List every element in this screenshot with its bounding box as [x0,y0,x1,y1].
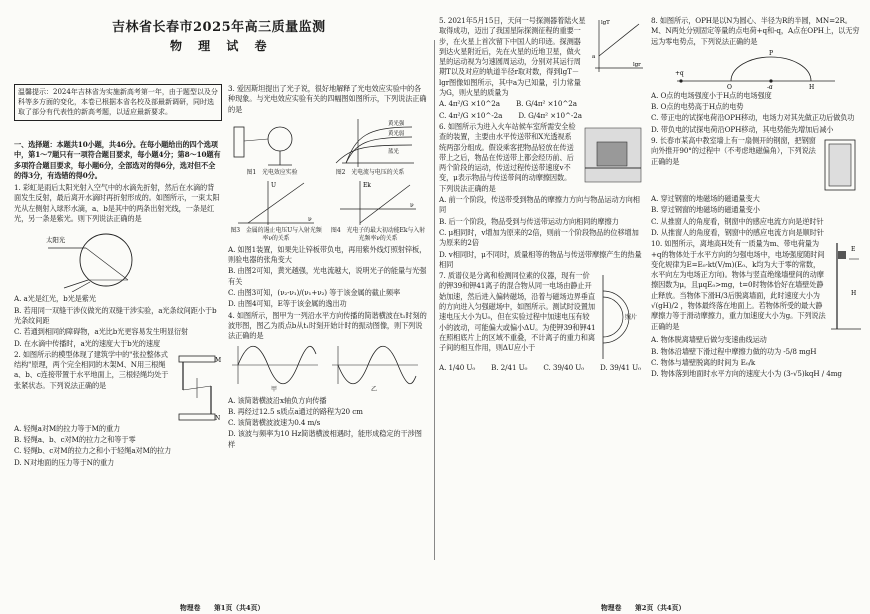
q2-option-b: B. 轻绳a、b、c对M的拉力之和等于零 [14,435,136,445]
q9-option-b: B. 穿过钢窗的地磁场的磁通量变小 [651,205,760,215]
q10-option-c: C. 物体与墙壁脱离的时间为 E₀/k [651,357,756,367]
q1-figure [44,226,221,292]
q6-option-b: B. 后一个阶段，物品受到与传送带运动方向相同的摩擦力 [439,216,619,226]
q5-axis-y: lgT [601,20,610,26]
q5-option-b: B. G/4π² ×10^2a [515,99,577,109]
q8-option-c: C. 带正电的试探电荷沿OPH移动，电场力对其先做正功后做负功 [651,113,855,123]
q1-sunlight-label: 太阳光 [46,236,66,245]
q7-figure [599,271,645,363]
q1-option-c: C. 若通到相同的障碍物，a光比b光更容易发生明显衍射 [14,327,189,337]
q7-fig-label: 照片 [625,314,637,322]
q4-stem: 4. 如图所示，图甲为一列沿水平方向传播的简谐横波在t₁时刻的波形图，图乙为质点b从t₁时刻开始计时的振动图像，则下列说法正确的是 [228,310,427,341]
q1-stem: 1. 彩虹是雨后太阳光射入空气中的水滴先折射，然后在水滴的背面发生反射，最后离开水滴时再折射形成的。如图所示，一束太阳光从左侧射入球形水滴，a、b是其中的两条出射光线，一条是红光，另一条是紫光。则下列说法正确的是 [14,183,220,224]
q5-stem: 5. 2021年5月15日，天问一号探测器着陆火星取得成功，迈出了我国星际探测征程的重要一步，在火星上首次留下中国人的印迹。探测器到达火星附近后，先在火星的近地卫星，做火星的运动视为匀速圆周运动，分别对其运行周期T以及对应的轨道半径r取对数，得到lgT－lgr图像如图所示，其中a为已知量，引力常量为G，则火星的质量为 [439,16,586,98]
q5-figure [589,16,645,99]
exam-subtitle: 物 理 试 卷 [170,39,273,53]
q3-option-d: D. 由图4可知，E等于该金属的逸出功 [228,299,347,309]
q4-figures [228,344,428,394]
q3-figures-top [228,117,428,177]
q8-label-p: P [769,49,773,57]
q9-option-a: A. 穿过钢窗的地磁场的磁通量变大 [651,194,760,204]
q8-label-plus: +q [675,69,684,77]
q10-option-a: A. 物体脱离墙壁后做匀变速曲线运动 [651,335,767,345]
q3-caption-2: 图2 光电流与电压的关系 [335,168,405,176]
q3-curve-label-3: 蓝光 [388,148,399,155]
q6-figure [581,122,645,195]
column-2 [228,84,428,451]
q5-option-c: C. 4π²/G ×10^-2a [439,110,503,120]
q3-curve-label-1: 黄光强 [388,120,405,127]
notice-box: 温馨提示：2024年吉林省为实施新高考第一年，由于题型以及分科等多方面的变化，本卷已根据本省名校及部最新调研，同时选取了部分有代表性的新高考题，以适应最新要求。 [14,84,222,121]
q2-option-a: A. 轻绳a对M的拉力等于M的重力 [14,423,121,433]
q8-option-a: A. O点的电场强度小于H点的电场强度 [651,90,772,100]
q2-label-m: M [215,356,221,364]
q3-curve-label-2: 黄光弱 [388,130,405,137]
q7-stem: 7. 质谱仪是分离和检测同位素的仪器，现有一价的钾39和钾41离子的混合物从同一电场由静止开始加速，然后进入偏转磁场，沿着与磁场边界垂直的方向进入匀强磁场中，如图所示。测试时设置加速电压大小为U₀，但在实验过程中加速电压有较小的波动，可能偏大或偏小ΔU。为使钾39和钾41在照相底片上的区域不重叠，不计离子的重力和离子间的相互作用，则ΔU应小于 [439,271,596,353]
q8-label-h: H [809,83,815,89]
q9-stem: 9. 长春市某高中教室墙上有一扇侧开的钢窗，把钢窗向外推开90°的过程中（不考虑地磁偏角），下列说法正确的是 [651,136,816,166]
q1-option-d: D. 在水滴中传播时，a光的速度大于b光的速度 [14,338,161,348]
exam-title: 吉林省长春市2025年高三质量监测 [112,20,326,35]
column-3 [439,16,645,374]
q4-caption-a: 甲 [271,385,277,393]
q4-option-a: A. 该简谐横波沿x轴负方向传播 [228,395,327,405]
q3-axis-v: ν [308,215,312,223]
q4-figure-b [328,344,420,394]
q4-caption-b: 乙 [371,385,377,393]
q8-option-b: B. O点的电势高于H点的电势 [651,102,744,112]
q9-option-d: D. 从推窗人的角度看，钢窗中的感应电流方向是顺时针 [651,227,824,237]
q3-caption-1: 图1 光电效应实验 [246,168,298,176]
q6-stem: 6. 如图所示为进入火车站候车室所需安全检查的装置，主要由水平传送带和X光透视系统两部分组成。假设乘客把物品轻放在传送带上之后，物品在传送带上都会经历前、后两个阶段的运动，传送过程传送带速度v不变，μ表示物品与传送带间的动摩擦因数。下列说法正确的是 [439,121,576,193]
q4-figure-a [228,344,320,394]
q2-stem: 2. 如图所示的模型体现了建筑学中的"张拉整体式结构"原理，两个完全相同的木架M、N用三根绳a、b、c连接带置于水平地面上，三根轻绳均处于张紧状态。下列说法正确的是 [14,349,169,390]
q1-option-a: A. a光是红光，b光是紫光 [14,294,96,304]
q10-label-e: E [851,246,856,254]
q7-option-a: A. 1/40 U₀ [439,363,476,373]
q3-axis-u: U [271,181,276,189]
q8-label-minus: -q [767,83,773,89]
q3-axis-ek: Ek [363,181,371,189]
section-intro: 一、选择题：本题共10小题，共46分。在每小题给出的四个选项中，第1～7题只有一项符合题目要求，每小题4分；第8～10题有多项符合题目要求，每小题6分，全部选对的得6分，选对但不全的得3分，有选错的得0分。 [14,140,221,180]
q10-option-d: D. 物体落到地面时水平方向的速度大小为 (3-√5)kqH / 4mg [651,369,842,379]
q5-option-a: A. 4π²/G ×10^2a [439,99,500,109]
q1-option-b: B. 若用同一双缝干涉仪做光的双缝干涉实验，a光条纹间距小于b光条纹间距 [14,305,217,325]
q5-axis-x: lgr [633,62,641,68]
q7-option-b: B. 2/41 U₀ [491,363,528,373]
q5-option-d: D. G/4π² ×10^-2a [518,110,582,120]
q2-figure [175,350,221,424]
q4-option-b: B. 再经过12.5 s质点a通过的路程为20 cm [228,406,363,416]
q6-option-c: C. μ相同时，v增加为原来的2倍，则前一个阶段物品的位移增加为原来的2倍 [439,227,639,248]
q3-caption-3: 图3 金属的遏止电压U与入射光频率ν的关系 [230,226,322,242]
q3-figure-4 [330,179,426,243]
q10-option-b: B. 物体沿墙壁下滑过程中摩擦力做的功为 -5/8 mgH [651,346,817,356]
q8-figure [671,49,863,89]
q8-label-o: O [727,83,732,89]
column-4 [651,16,863,380]
q10-label-h: H [851,290,857,298]
q10-stem: 10. 如图所示，离地高H处有一质量为m、带电荷量为+q的物体处于水平方向的匀强电场中，电场强度随时间变化规律为E=E₀-kt(V/m)(E₀、k均为大于零的常数，水平向左为电场正方向)。物体与竖直绝缘墙壁间的动摩擦因数为μ，且μqE₀>mg，t=0时物体恰好在墙壁处静止释放。当物体下滑H/3后脱离墙面，此时速度大小为 √(gH)/2 ，物体最终落在地面上。若物体所受的最大静摩擦力等于滑动摩擦力，重力加速度大小为g。下列说法正确的是 [651,239,826,331]
q4-option-c: C. 该简谐横波波速为0.4 m/s [228,418,321,428]
q3-figures-bottom [228,179,428,243]
q9-option-c: C. 从推窗人的角度看，钢窗中的感应电流方向是逆时针 [651,216,824,226]
q8-stem: 8. 如图所示，OPH是以N为圆心、半径为R的半圆，MN=2R。M、N两处分别固定等量的点电荷+q和-q，A点在OPH上，以无穷远为零电势点，下列说法正确的是 [651,16,860,46]
q3-stem: 3. 爱因斯坦提出了光子说，很好地解释了光电效应实验中的各种现象。与光电效应实验有关的四幅图如图所示，下列说法正确的是 [228,84,427,114]
q7-option-c: C. 39/40 U₀ [543,363,584,373]
q3-caption-4: 图4 光电子的最大初动能Ek与入射光频率ν的关系 [330,226,426,242]
q9-figure [819,136,863,194]
q2-label-n: N [215,414,221,422]
q2-option-c: C. 轻绳b、c对M的拉力之和小于轻绳a对M的拉力 [14,446,172,456]
q5-axis-a: a [592,54,596,60]
q4-option-d: D. 该波与频率为10 Hz简谐横波相遇时，能形成稳定的干涉图样 [228,429,422,449]
q6-option-d: D. v相同时，μ不同时，质量相等的物品与传送带摩擦产生的热量相同 [439,249,642,269]
q3-figure-2 [322,117,418,177]
page-2 [435,0,870,614]
q7-option-d: D. 39/41 U₀ [600,363,641,373]
q2-option-d: D. N对地面的压力等于N的重力 [14,457,115,467]
q3-option-a: A. 如图1装置，如果先让锌板带负电，再用紫外线灯照射锌板，则验电器的张角变大 [228,244,427,265]
footer-page-1: 物理卷 第1页（共4页） [180,604,265,612]
footer-page-2: 物理卷 第2页（共4页） [601,604,686,612]
column-1 [14,140,221,469]
q3-figure-3 [228,179,324,243]
q10-figure [829,239,863,335]
q8-option-d: D. 带负电的试探电荷沿OPH移动，其电势能先增加后减小 [651,124,834,134]
q3-figure-1 [228,117,316,177]
q3-option-c: C. 由图3可知，(ν₂-ν₁)/(ν₁+ν₂) 等于该金属的截止频率 [228,288,401,298]
q3-option-b: B. 由图2可知，黄光越强，光电流越大，说明光子的能量与光强有关 [228,266,427,286]
q6-option-a: A. 前一个阶段，传送带受到物品的摩擦力方向与物品运动方向相同 [439,195,640,215]
q3-axis-v2: ν [410,201,414,209]
